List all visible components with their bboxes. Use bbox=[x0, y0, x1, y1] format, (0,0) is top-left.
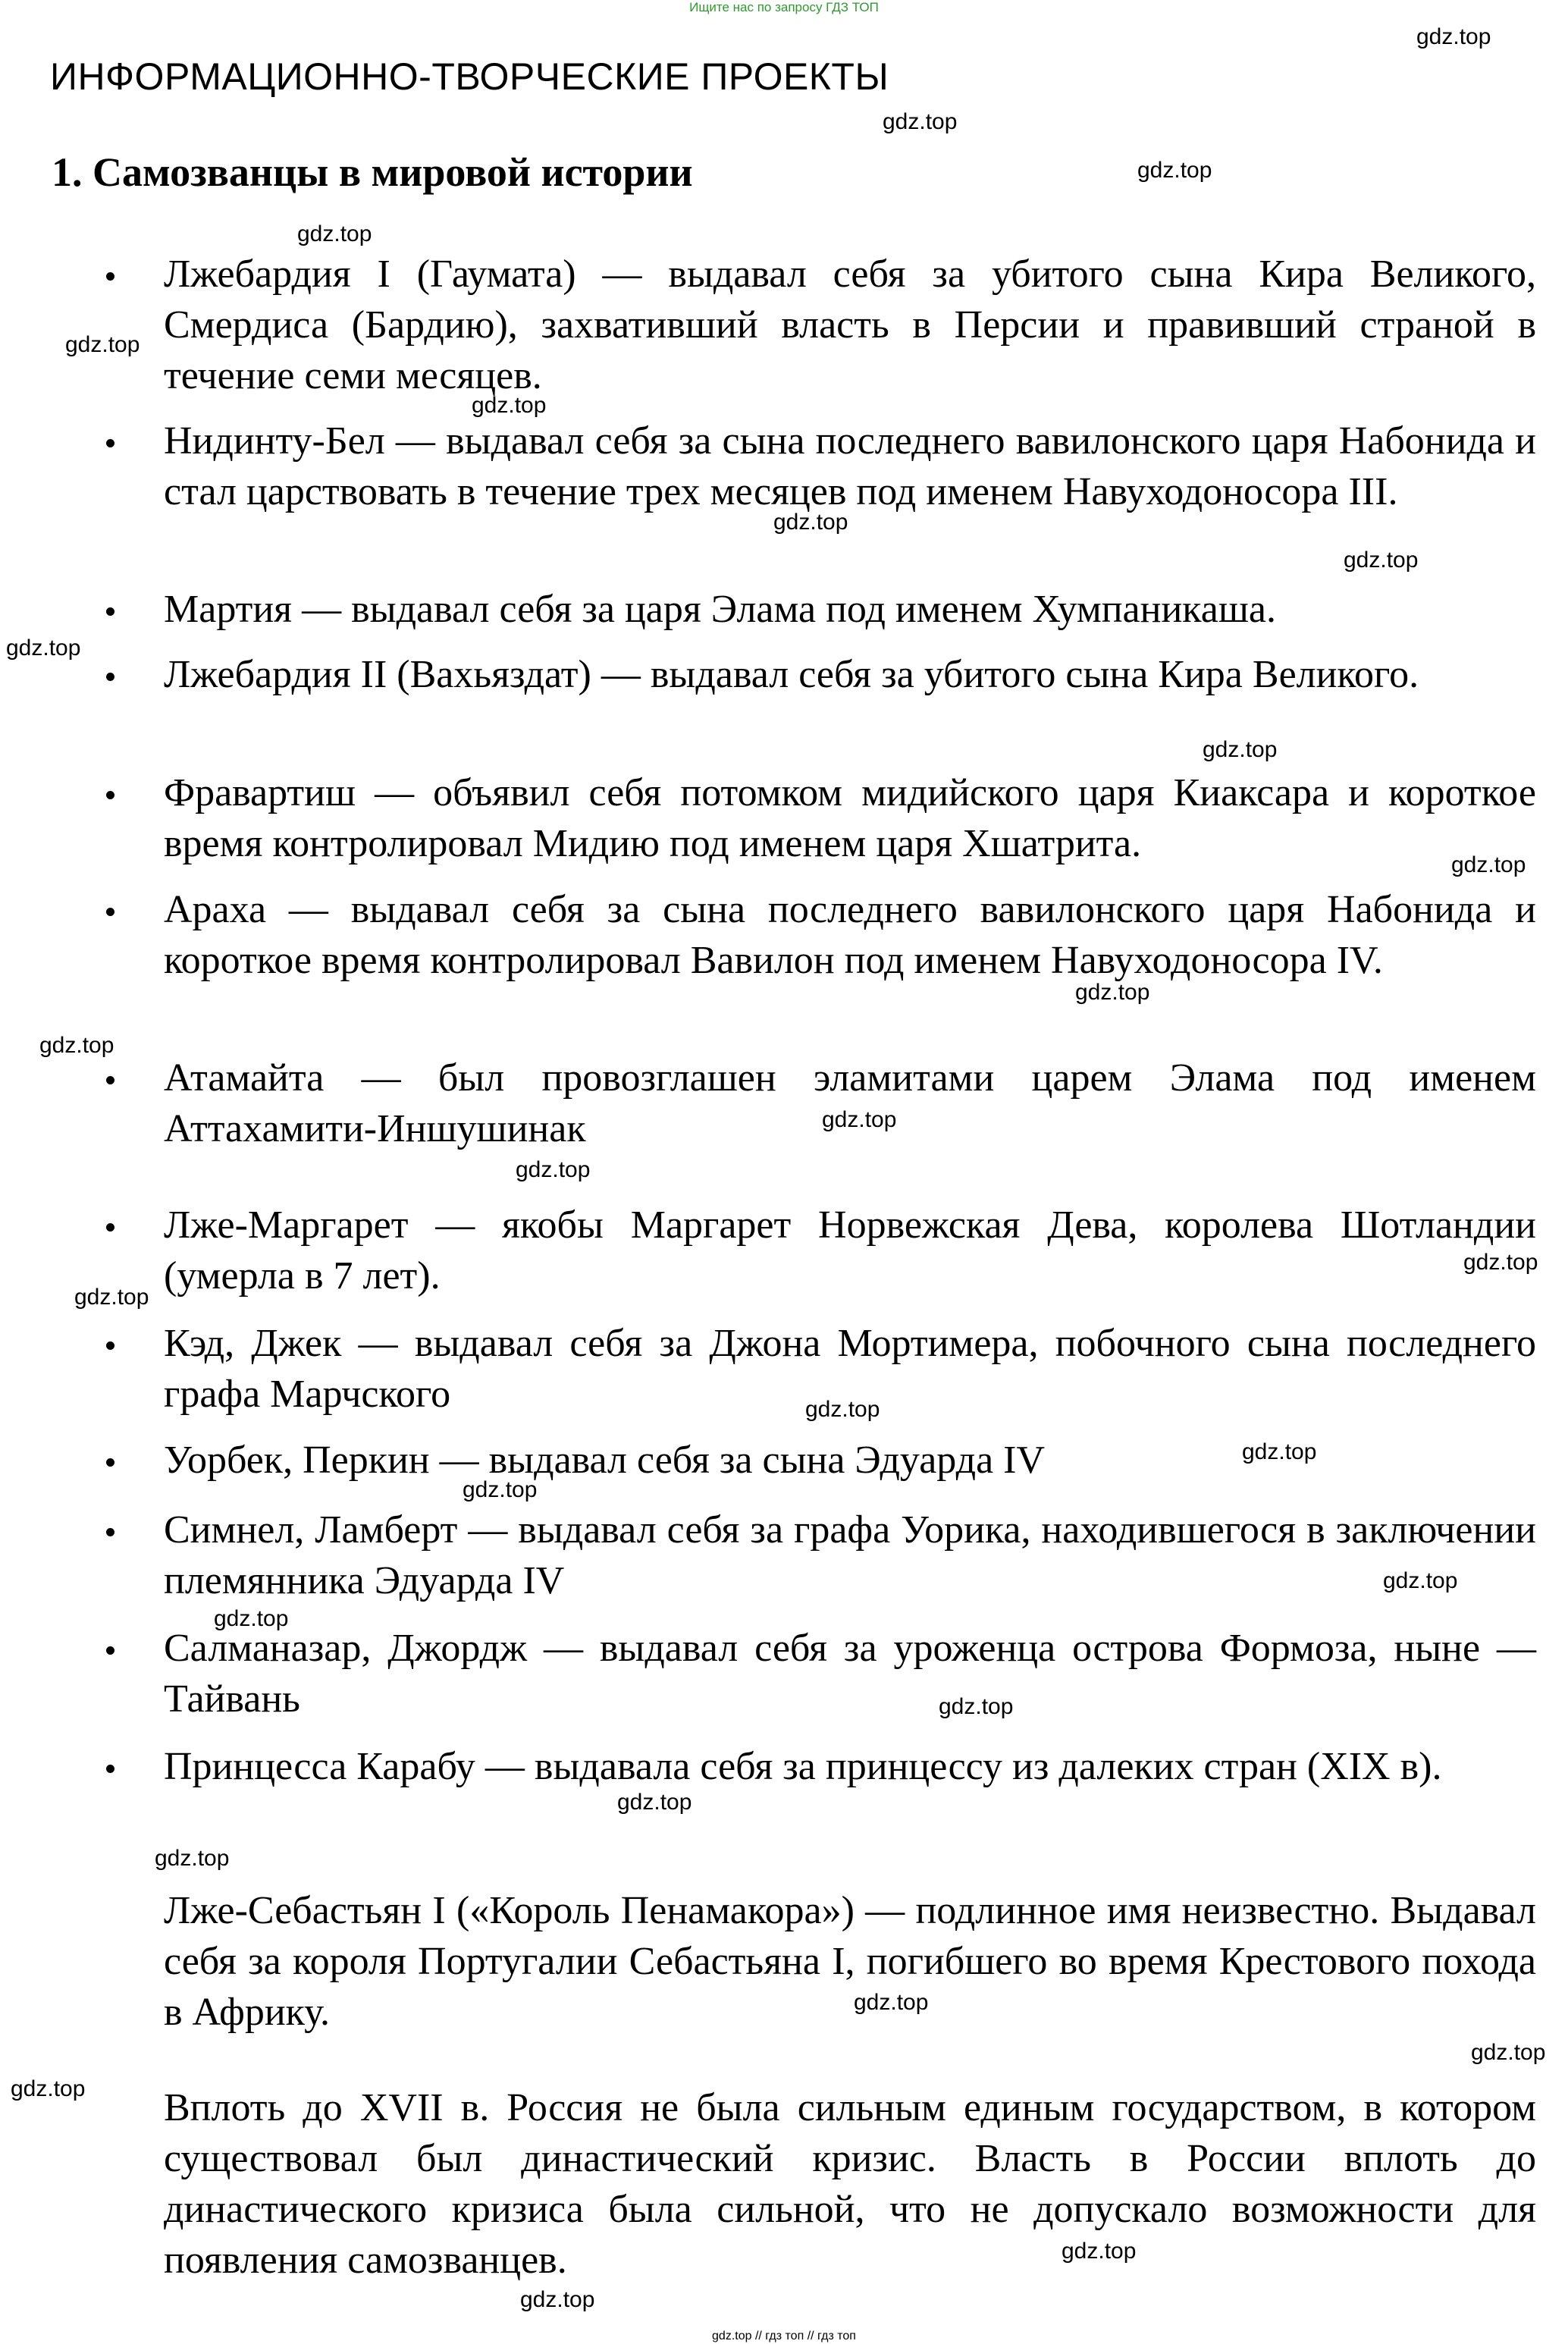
watermark: gdz.top bbox=[297, 221, 372, 246]
watermark: gdz.top bbox=[1383, 1568, 1458, 1593]
top-banner: Ищите нас по запросу ГДЗ ТОП bbox=[689, 0, 879, 14]
watermark: gdz.top bbox=[39, 1033, 114, 1058]
watermark: gdz.top bbox=[1242, 1439, 1317, 1464]
list-item-arakha: Араха — выдавал себя за сына последнего вавилонского царя Набонида и короткое время контролировал Вавилон под именем Навуходоносора IV. bbox=[164, 884, 1536, 986]
watermark: gdz.top bbox=[1463, 1250, 1538, 1275]
list-item-false-margaret: Лже-Маргарет — якобы Маргарет Норвежская Дева, королева Шотландии (умерла в 7 лет). bbox=[164, 1200, 1536, 1301]
paragraph-russia: Вплоть до XVII в. Россия не была сильным единым государством, в котором существовал был династический кризис. Власть в России вплоть до династического кризиса была сильной, что не допускало возможности для появления самозванцев. bbox=[164, 2086, 1536, 2282]
watermark: gdz.top bbox=[1416, 24, 1491, 49]
list-item-perkin-warbeck: Уорбек, Перкин — выдавал себя за сына Эдуарда IV bbox=[164, 1435, 1536, 1486]
watermark: gdz.top bbox=[1344, 548, 1419, 573]
watermark: gdz.top bbox=[472, 393, 547, 418]
watermark: gdz.top bbox=[463, 1477, 538, 1502]
watermark: gdz.top bbox=[1471, 2040, 1546, 2065]
watermark: gdz.top bbox=[155, 1846, 230, 1871]
watermark: gdz.top bbox=[617, 1790, 692, 1815]
list-item-pseudo-bardiya-1: Лжебардия I (Гаумата) — выдавал себя за убитого сына Кира Великого, Смердиса (Бардию), захвативший власть в Персии и правивший страной в течение семи месяцев. bbox=[164, 249, 1536, 401]
watermark: gdz.top bbox=[1203, 737, 1278, 762]
watermark: gdz.top bbox=[65, 332, 140, 357]
list-item-martiya: Мартия — выдавал себя за царя Элама под именем Хумпаникаша. bbox=[164, 584, 1536, 635]
watermark: gdz.top bbox=[1075, 980, 1150, 1005]
watermark: gdz.top bbox=[11, 2076, 86, 2101]
list-item-george-psalmanazar: Салманазар, Джордж — выдавал себя за уроженца острова Формоза, ныне — Тайвань bbox=[164, 1623, 1536, 1724]
list-item-princess-caraboo: Принцесса Карабу — выдавала себя за принцессу из далеких стран (XIX в). bbox=[164, 1741, 1536, 1792]
list-item-nidintu-bel: Нидинту-Бел — выдавал себя за сына последнего вавилонского царя Набонида и стал царствовать в течение трех месяцев под именем Навуходоносора III. bbox=[164, 416, 1536, 517]
paragraph-false-sebastian: Лже-Себастьян I («Король Пенамакора») — подлинное имя неизвестно. Выдавал себя за короля Португалии Себастьяна I, погибшего во время Крестового похода в Африку. bbox=[164, 1889, 1536, 2034]
page-heading: ИНФОРМАЦИОННО-ТВОРЧЕСКИЕ ПРОЕКТЫ bbox=[50, 55, 889, 98]
watermark: gdz.top bbox=[516, 1157, 591, 1182]
watermark: gdz.top bbox=[939, 1694, 1014, 1719]
watermark: gdz.top bbox=[883, 109, 958, 134]
watermark: gdz.top bbox=[6, 635, 81, 661]
list-item-fravartish: Фравартиш — объявил себя потомком мидийского царя Киаксара и короткое время контролировал Мидию под именем царя Хшатрита. bbox=[164, 767, 1536, 869]
watermark: gdz.top bbox=[520, 2287, 595, 2312]
list-item-lambert-simnel: Симнел, Ламберт — выдавал себя за графа Уорика, находившегося в заключении племянника Эдуарда IV bbox=[164, 1505, 1536, 1606]
watermark: gdz.top bbox=[854, 1990, 929, 2015]
watermark: gdz.top bbox=[805, 1397, 880, 1422]
watermark: gdz.top bbox=[214, 1606, 289, 1631]
watermark: gdz.top bbox=[1137, 158, 1212, 183]
watermark: gdz.top bbox=[1062, 2239, 1137, 2264]
bottom-banner: gdz.top // гдз топ // гдз топ bbox=[712, 2330, 856, 2342]
watermark: gdz.top bbox=[822, 1107, 897, 1132]
watermark: gdz.top bbox=[74, 1285, 149, 1310]
watermark: gdz.top bbox=[1451, 852, 1526, 877]
list-item-jack-cade: Кэд, Джек — выдавал себя за Джона Мортимера, побочного сына последнего графа Марчского bbox=[164, 1318, 1536, 1420]
list-item-atamaita: Атамайта — был провозглашен эламитами царем Элама под именем Аттахамити-Иншушинак bbox=[164, 1053, 1536, 1154]
watermark: gdz.top bbox=[773, 510, 848, 535]
section-title: 1. Самозванцы в мировой истории bbox=[52, 149, 693, 195]
list-item-pseudo-bardiya-2: Лжебардия II (Вахьяздат) — выдавал себя за убитого сына Кира Великого. bbox=[164, 649, 1536, 700]
